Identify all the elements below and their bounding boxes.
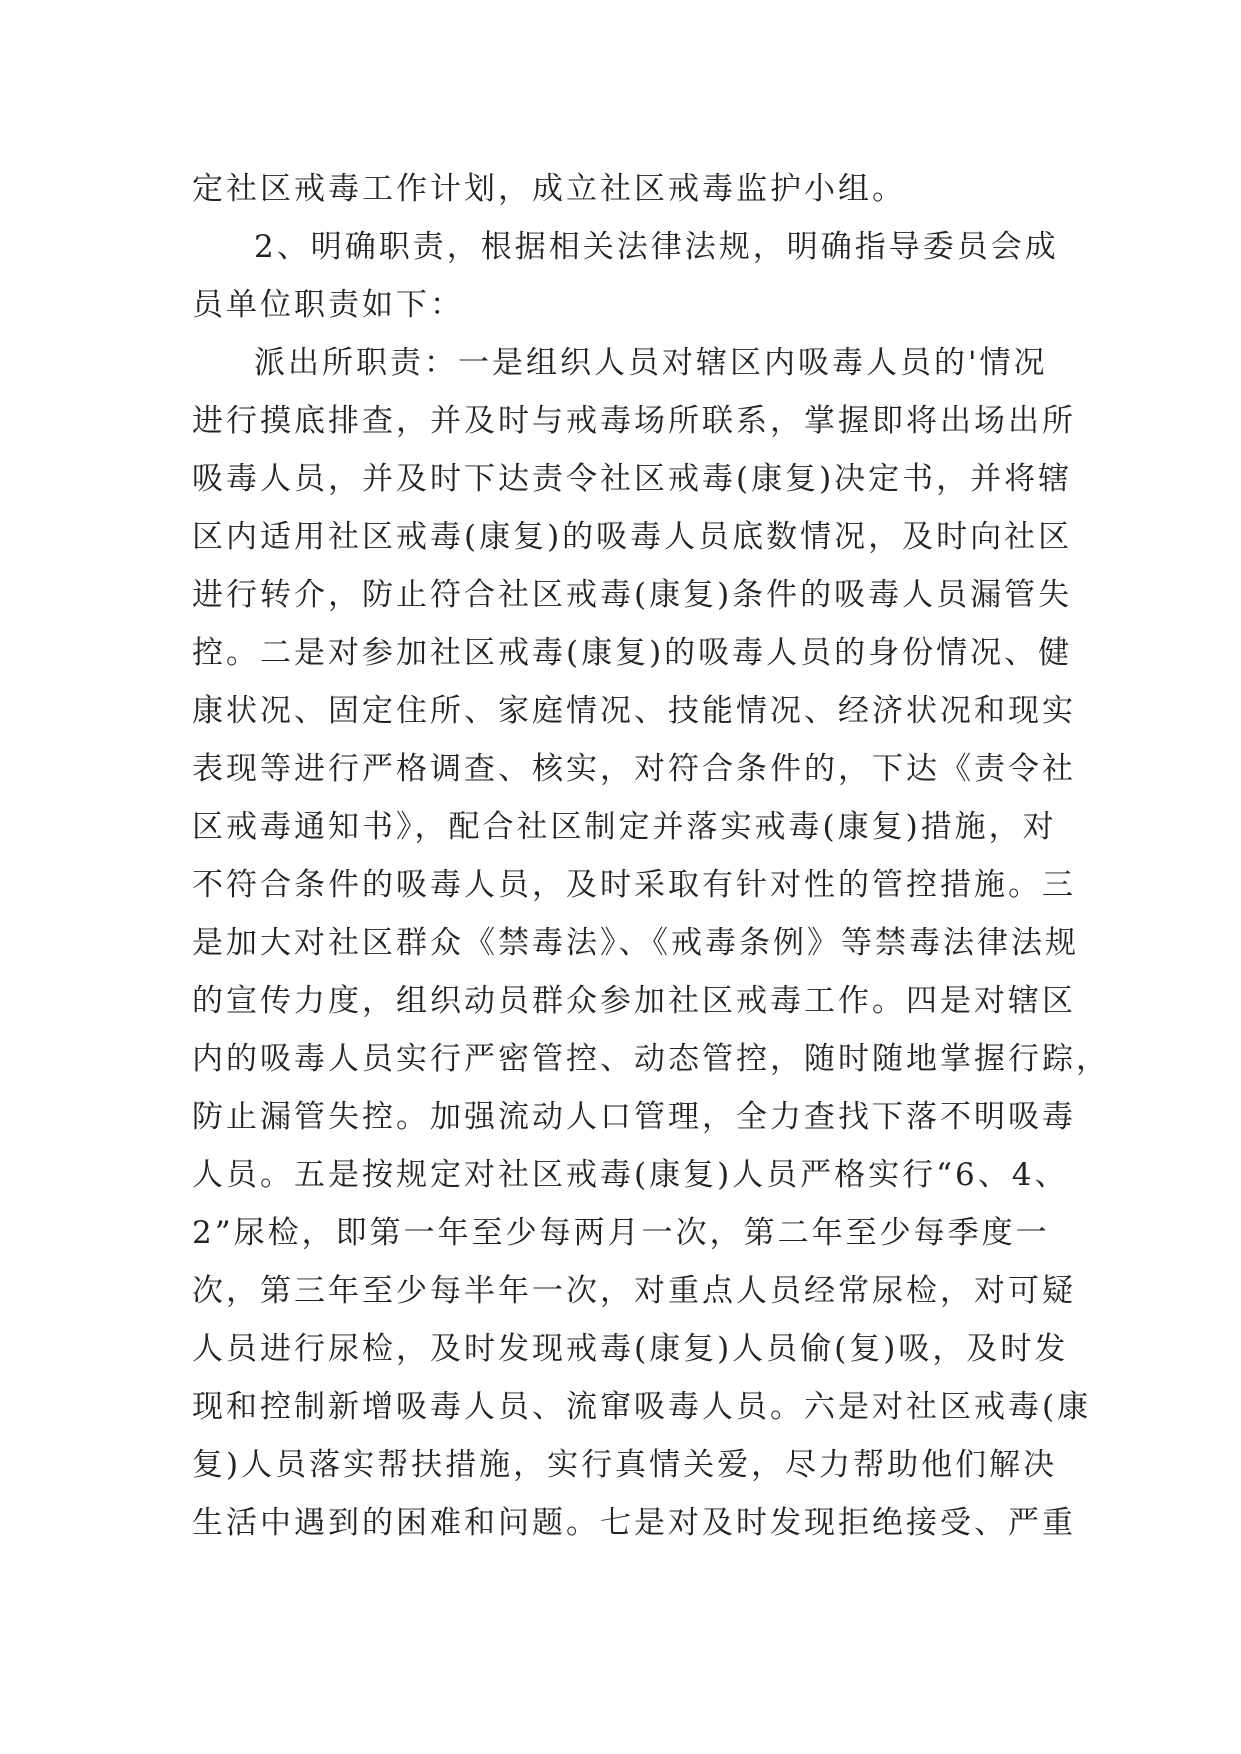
text-line: 内的吸毒人员实行严密管控、动态管控，随时随地掌握行踪， <box>192 1041 1110 1077</box>
text-line: 人员。五是按规定对社区戒毒(康复)人员严格实行“6、4、 <box>192 1157 1069 1193</box>
text-line: 现和控制新增吸毒人员、流窜吸毒人员。六是对社区戒毒(康 <box>192 1389 1092 1425</box>
text-line: 吸毒人员，并及时下达责令社区戒毒(康复)决定书，并将辖 <box>192 461 1073 497</box>
text-line: 区内适用社区戒毒(康复)的吸毒人员底数情况，及时向社区 <box>192 519 1073 555</box>
text-line: 防止漏管失控。加强流动人口管理，全力查找下落不明吸毒 <box>192 1099 1076 1135</box>
text-line: 定社区戒毒工作计划，成立社区戒毒监护小组。 <box>192 171 906 207</box>
text-line: 区戒毒通知书》，配合社区制定并落实戒毒(康复)措施，对 <box>192 809 1057 845</box>
text-line: 人员进行尿检，及时发现戒毒(康复)人员偷(复)吸，及时发 <box>192 1331 1069 1367</box>
text-line: 进行摸底排查，并及时与戒毒场所联系，掌握即将出场出所 <box>192 403 1076 439</box>
text-line: 的宣传力度，组织动员群众参加社区戒毒工作。四是对辖区 <box>192 983 1076 1019</box>
body-text <box>192 160 1110 1552</box>
text-line: 次，第三年至少每半年一次，对重点人员经常尿检，对可疑 <box>192 1273 1076 1309</box>
text-line: 复)人员落实帮扶措施，实行真情关爱，尽力帮助他们解决 <box>192 1447 1058 1483</box>
text-line: 是加大对社区群众《禁毒法》、《戒毒条例》等禁毒法律法规 <box>192 925 1079 961</box>
text-line: 2、明确职责，根据相关法律法规，明确指导委员会成 <box>254 229 1059 265</box>
text-line: 表现等进行严格调查、核实，对符合条件的，下达《责令社 <box>192 751 1076 787</box>
text-line: 控。二是对参加社区戒毒(康复)的吸毒人员的身份情况、健 <box>192 635 1073 671</box>
text-line: 生活中遇到的困难和问题。七是对及时发现拒绝接受、严重 <box>192 1505 1076 1541</box>
text-line: 2”尿检，即第一年至少每两月一次，第二年至少每季度一 <box>192 1215 1050 1251</box>
text-line: 不符合条件的吸毒人员，及时采取有针对性的管控措施。三 <box>192 867 1076 903</box>
text-line: 派出所职责：一是组织人员对辖区内吸毒人员的'情况 <box>254 345 1048 381</box>
text-line: 员单位职责如下： <box>192 287 464 323</box>
text-line: 进行转介，防止符合社区戒毒(康复)条件的吸毒人员漏管失 <box>192 577 1073 613</box>
text-line: 康状况、固定住所、家庭情况、技能情况、经济状况和现实 <box>192 693 1076 729</box>
